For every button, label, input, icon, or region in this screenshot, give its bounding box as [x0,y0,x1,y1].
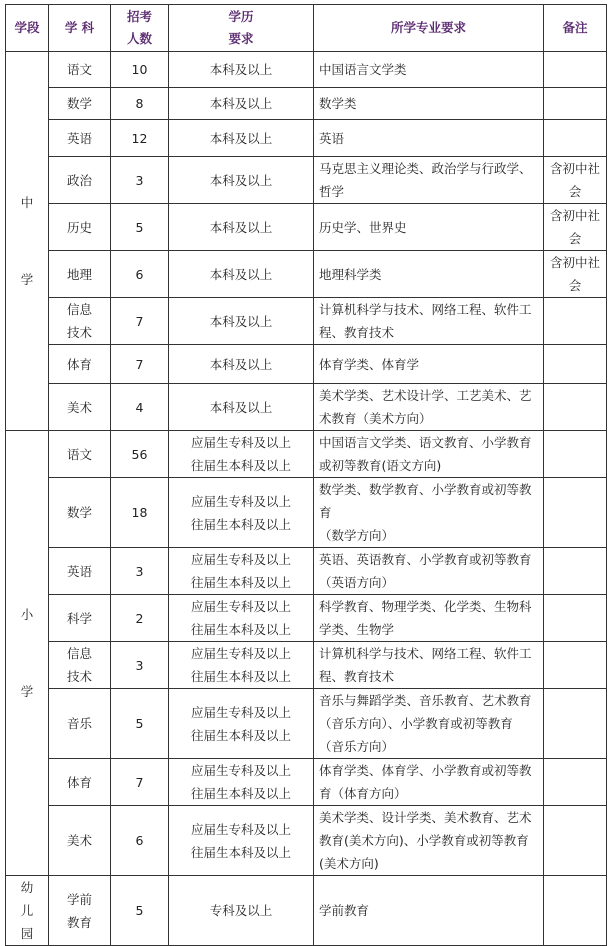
education-text: 往届生本科及以上 [190,458,291,473]
count-text: 7 [135,774,144,790]
major-cell [314,431,544,478]
stage-cell [6,431,49,876]
table-row [6,88,607,120]
header-stage: 学段 [6,5,49,52]
subject-cell [49,384,111,431]
table-row [6,384,607,431]
remark-cell [544,689,607,759]
education-text: 应届生专科及以上 [190,599,291,614]
count-text: 5 [135,219,144,235]
subject-text: 英语 [66,563,92,579]
remark-text: 会 [568,184,582,199]
major-text: 美术学类、艺术设计学、工艺美术、艺 [319,388,532,403]
subject-cell [49,876,111,946]
table-row [6,642,607,689]
major-text: (美术方向) [319,856,379,871]
subject-cell [49,478,111,548]
count-cell [111,595,169,642]
major-cell [314,759,544,806]
table-row [6,345,607,384]
education-cell [169,251,314,298]
table-row [6,431,607,478]
count-text: 5 [135,903,144,918]
education-cell [169,431,314,478]
education-cell [169,345,314,384]
remark-cell [544,642,607,689]
major-cell [314,298,544,345]
major-text: 程、教育技术 [319,325,395,340]
major-text: 音乐与舞蹈学类、音乐教育、艺术教育 [319,693,532,708]
subject-cell [49,88,111,120]
major-text: 体育学类、体育学、小学教育或初等教 [319,763,532,778]
education-cell [169,478,314,548]
major-cell [314,689,544,759]
count-cell [111,52,169,88]
subject-text: 体育 [66,356,92,372]
subject-text: 美术 [66,833,92,848]
count-text: 6 [135,833,144,848]
education-text: 专科及以上 [209,903,273,918]
table-row [6,548,607,595]
major-text: 科学教育、物理学类、化学类、生物科 [319,599,532,614]
remark-cell [544,548,607,595]
subject-cell [49,548,111,595]
education-cell [169,298,314,345]
count-cell [111,120,169,157]
remark-cell [544,88,607,120]
education-cell [169,759,314,806]
major-text: 美术学类、设计学类、美术教育、艺术 [319,810,532,825]
stage-label: 园 [20,926,34,941]
subject-cell [49,806,111,876]
header-count [111,5,169,52]
major-cell [314,52,544,88]
count-text: 4 [135,399,144,415]
major-text: 英语 [319,130,345,146]
major-text: 数学类、数学教育、小学教育或初等教育 [319,482,532,520]
subject-text: 英语 [66,130,92,146]
count-cell [111,157,169,204]
remark-cell [544,876,607,946]
subject-text: 历史 [66,219,92,235]
count-text: 18 [131,505,148,520]
subject-text: 数学 [66,96,92,111]
major-text: 或初等教育(语文方向) [319,458,442,473]
count-text: 10 [131,62,148,77]
education-text: 应届生专科及以上 [190,646,291,661]
remark-text: 含初中社 [549,255,600,270]
subject-text: 音乐 [66,716,92,731]
remark-text: 会 [568,231,582,246]
subject-cell [49,345,111,384]
major-text: 中国语言文学类 [319,62,407,77]
education-text: 本科及以上 [209,356,273,372]
table-row [6,689,607,759]
major-text: 术教育（美术方向） [319,411,432,426]
major-text: （音乐方向） [319,739,395,754]
subject-cell [49,642,111,689]
education-cell [169,52,314,88]
education-text: 往届生本科及以上 [190,844,291,860]
subject-text: 信息 [66,646,92,661]
table-row [6,806,607,876]
count-cell [111,345,169,384]
major-text: 教育(美术方向)、小学教育或初等教育 [319,833,529,848]
major-cell [314,345,544,384]
subject-cell [49,52,111,88]
recruitment-table [5,4,607,946]
table-row [6,120,607,157]
subject-text: 语文 [66,62,92,77]
major-text: 马克思主义理论类、政治学与行政学、 [319,161,532,176]
remark-cell [544,759,607,806]
count-text: 5 [135,716,144,731]
header-remark: 备注 [544,5,607,52]
count-text: 7 [135,356,144,372]
count-text: 56 [131,446,148,462]
major-cell [314,478,544,548]
subject-cell [49,204,111,251]
major-text: 程、教育技术 [319,669,395,684]
stage-label: 学 [20,684,34,699]
count-text: 6 [135,266,144,282]
count-cell [111,548,169,595]
header-count-line1: 招考 [126,9,152,24]
major-cell [314,595,544,642]
stage-label: 幼 [20,880,34,895]
header-subject: 学 科 [49,5,111,52]
count-cell [111,431,169,478]
education-text: 往届生本科及以上 [190,622,291,637]
count-cell [111,689,169,759]
major-cell [314,384,544,431]
major-text: 地理科学类 [319,266,382,282]
count-text: 8 [135,96,144,111]
major-text: 中国语言文学类、语文教育、小学教育 [319,435,532,450]
major-text: 计算机科学与技术、网络工程、软件工 [319,302,532,317]
header-edu-line1: 学历 [228,9,254,24]
education-text: 本科及以上 [209,130,273,146]
table-row [6,298,607,345]
table-row [6,876,607,946]
education-cell [169,157,314,204]
count-cell [111,251,169,298]
stage-label: 中 [20,195,34,210]
subject-text: 信息 [66,302,92,317]
education-text: 应届生专科及以上 [190,763,291,778]
major-cell [314,806,544,876]
count-text: 12 [131,130,148,146]
education-text: 本科及以上 [209,96,273,111]
subject-text: 语文 [66,446,92,462]
header-count-line2: 人数 [126,31,152,46]
education-text: 往届生本科及以上 [190,575,291,590]
remark-cell [544,120,607,157]
subject-text: 学前 [66,891,92,907]
subject-text: 数学 [66,505,92,520]
major-text: 育（体育方向） [319,786,407,801]
count-text: 2 [135,610,144,626]
major-text: 哲学 [319,184,345,199]
subject-text: 体育 [66,774,92,790]
remark-text: 含初中社 [549,208,600,223]
education-text: 往届生本科及以上 [190,727,291,743]
education-text: 往届生本科及以上 [190,516,291,532]
subject-cell [49,595,111,642]
subject-cell [49,298,111,345]
count-text: 3 [135,563,144,579]
subject-cell [49,157,111,204]
education-cell [169,876,314,946]
count-cell [111,204,169,251]
major-text: 学前教育 [319,903,370,918]
subject-cell [49,251,111,298]
education-cell [169,384,314,431]
count-cell [111,298,169,345]
subject-text: 政治 [66,172,92,188]
stage-label: 小 [20,607,34,622]
subject-text: 美术 [66,399,92,415]
remark-cell [544,157,607,204]
subject-text: 地理 [66,266,92,282]
subject-text: 技术 [66,669,92,684]
table-row [6,478,607,548]
major-text: 数学类 [319,96,357,111]
stage-label: 儿 [20,903,34,918]
remark-cell [544,298,607,345]
count-cell [111,384,169,431]
remark-cell [544,431,607,478]
remark-cell [544,204,607,251]
education-cell [169,120,314,157]
major-text: （数学方向） [319,528,395,543]
education-cell [169,642,314,689]
education-cell [169,806,314,876]
major-text: 体育学类、体育学 [319,356,420,372]
major-cell [314,204,544,251]
major-cell [314,642,544,689]
education-text: 应届生专科及以上 [190,821,291,837]
education-text: 本科及以上 [209,266,273,282]
education-text: 本科及以上 [209,62,273,77]
remark-text: 含初中社 [549,161,600,176]
stage-label: 学 [20,272,34,287]
major-text: 英语、英语教育、小学教育或初等教育 [319,552,532,567]
education-text: 本科及以上 [209,313,273,329]
table-row [6,759,607,806]
remark-text: 会 [568,278,582,293]
table-row [6,157,607,204]
major-text: 学类、生物学 [319,622,395,637]
education-text: 往届生本科及以上 [190,786,291,801]
subject-cell [49,689,111,759]
major-cell [314,157,544,204]
education-cell [169,595,314,642]
count-text: 3 [135,172,144,188]
major-text: （英语方向） [319,575,395,590]
major-cell [314,548,544,595]
education-text: 应届生专科及以上 [190,435,291,450]
remark-cell [544,52,607,88]
major-cell [314,876,544,946]
table-row [6,251,607,298]
remark-cell [544,384,607,431]
count-cell [111,759,169,806]
remark-cell [544,251,607,298]
remark-cell [544,595,607,642]
remark-cell [544,806,607,876]
header-row [6,5,607,52]
count-text: 3 [135,657,144,673]
education-cell [169,204,314,251]
table-body [6,52,607,946]
table-row [6,52,607,88]
count-cell [111,478,169,548]
remark-cell [544,478,607,548]
count-text: 7 [135,313,144,329]
subject-text: 技术 [66,325,92,340]
education-cell [169,689,314,759]
education-text: 应届生专科及以上 [190,704,291,720]
header-education [169,5,314,52]
major-cell [314,88,544,120]
education-cell [169,88,314,120]
education-text: 应届生专科及以上 [190,493,291,509]
count-cell [111,88,169,120]
subject-text: 教育 [66,914,92,930]
major-cell [314,120,544,157]
subject-cell [49,431,111,478]
education-cell [169,548,314,595]
major-text: 计算机科学与技术、网络工程、软件工 [319,646,532,661]
count-cell [111,642,169,689]
subject-text: 科学 [66,610,92,626]
major-cell [314,251,544,298]
header-major: 所学专业要求 [314,5,544,52]
education-text: 应届生专科及以上 [190,552,291,567]
education-text: 本科及以上 [209,172,273,188]
major-text: （音乐方向）、小学教育或初等教育 [319,716,513,731]
stage-cell [6,876,49,946]
subject-cell [49,759,111,806]
subject-cell [49,120,111,157]
count-cell [111,806,169,876]
major-text: 历史学、世界史 [319,219,407,235]
education-text: 本科及以上 [209,399,273,415]
remark-cell [544,345,607,384]
table-row [6,595,607,642]
education-text: 本科及以上 [209,219,273,235]
stage-cell [6,52,49,431]
table-row [6,204,607,251]
education-text: 往届生本科及以上 [190,669,291,684]
count-cell [111,876,169,946]
header-edu-line2: 要求 [228,31,254,46]
